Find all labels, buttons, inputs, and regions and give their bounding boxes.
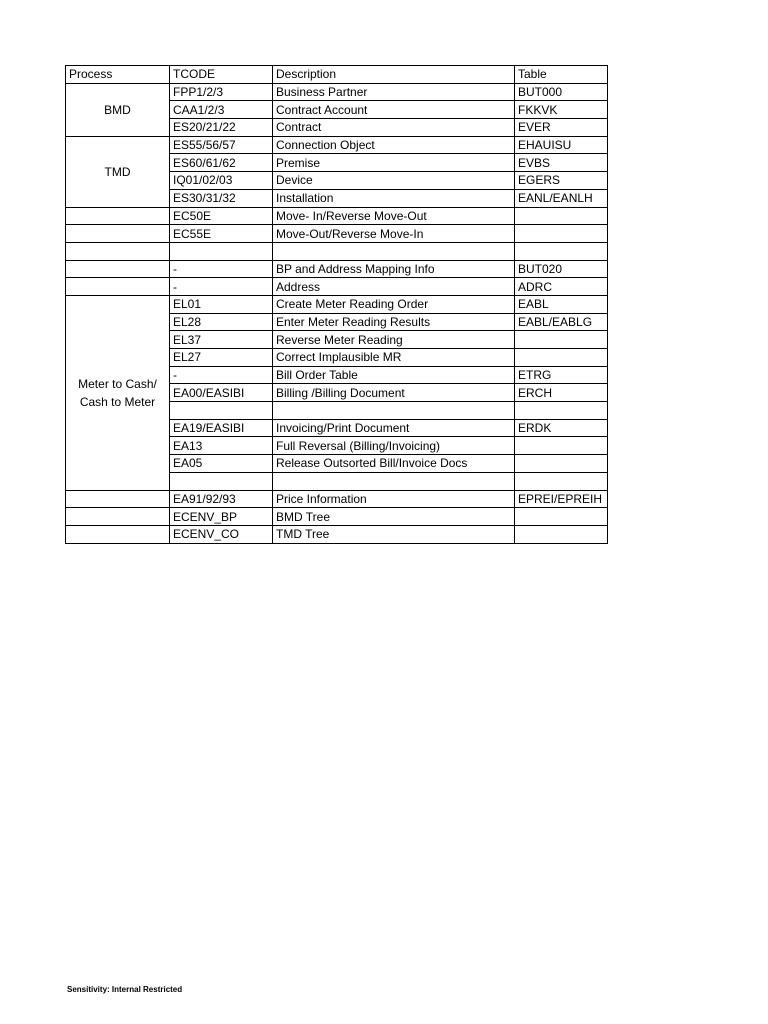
header-row <box>66 66 608 84</box>
description-cell: BP and Address Mapping Info <box>273 260 515 278</box>
tcode-cell: ES60/61/62 <box>170 154 273 172</box>
table-cell: EGERS <box>515 172 608 190</box>
header-process: Process <box>66 66 170 84</box>
header-tcode: TCODE <box>170 66 273 84</box>
tcode-cell: IQ01/02/03 <box>170 172 273 190</box>
description-cell: Release Outsorted Bill/Invoice Docs <box>273 455 515 473</box>
table-cell: EANL/EANLH <box>515 189 608 207</box>
process-label: Meter to Cash/ <box>78 376 157 391</box>
tcode-table <box>65 65 608 544</box>
tcode-cell: FPP1/2/3 <box>170 83 273 101</box>
table-cell: EABL <box>515 295 608 313</box>
tcode-cell: - <box>170 278 273 296</box>
tcode-cell: ES55/56/57 <box>170 136 273 154</box>
table-cell <box>515 225 608 243</box>
table-cell: BUT000 <box>515 83 608 101</box>
sensitivity-footer: Sensitivity: Internal Restricted <box>67 985 183 994</box>
table-cell <box>515 207 608 225</box>
description-cell: TMD Tree <box>273 525 515 543</box>
table-cell <box>515 437 608 455</box>
process-cell <box>66 490 170 508</box>
table-row <box>66 490 608 508</box>
tcode-cell <box>170 242 273 260</box>
process-cell <box>66 242 170 260</box>
table-cell <box>515 349 608 367</box>
tcode-cell: ECENV_CO <box>170 525 273 543</box>
table-row <box>66 525 608 543</box>
table-row <box>66 83 608 101</box>
tcode-cell: EL28 <box>170 313 273 331</box>
table-cell: EHAUISU <box>515 136 608 154</box>
table-cell: EPREI/EPREIH <box>515 490 608 508</box>
process-label: Cash to Meter <box>79 394 156 409</box>
table-cell <box>515 472 608 490</box>
description-cell: Contract <box>273 119 515 137</box>
table-cell <box>515 508 608 526</box>
table-cell <box>515 242 608 260</box>
process-label: TMD <box>104 164 131 179</box>
description-cell: Move-Out/Reverse Move-In <box>273 225 515 243</box>
description-cell: Address <box>273 278 515 296</box>
table-cell: ETRG <box>515 366 608 384</box>
description-cell: Correct Implausible MR <box>273 349 515 367</box>
process-cell <box>66 278 170 296</box>
tcode-cell: ECENV_BP <box>170 508 273 526</box>
tcode-cell: ES30/31/32 <box>170 189 273 207</box>
description-cell: Device <box>273 172 515 190</box>
tcode-cell: EL27 <box>170 349 273 367</box>
description-cell: Business Partner <box>273 83 515 101</box>
table-cell <box>515 525 608 543</box>
tcode-cell <box>170 402 273 420</box>
table-cell: FKKVK <box>515 101 608 119</box>
process-label: BMD <box>104 102 131 117</box>
table-cell <box>515 402 608 420</box>
table-row <box>66 242 608 260</box>
table-row <box>66 136 608 154</box>
description-cell <box>273 472 515 490</box>
tcode-cell: EC55E <box>170 225 273 243</box>
process-cell <box>66 260 170 278</box>
table-row <box>66 225 608 243</box>
table-row <box>66 295 608 313</box>
tcode-cell: - <box>170 260 273 278</box>
description-cell: Premise <box>273 154 515 172</box>
table-cell <box>515 455 608 473</box>
header-description: Description <box>273 66 515 84</box>
tcode-cell: EA05 <box>170 455 273 473</box>
table-cell: EVER <box>515 119 608 137</box>
tcode-cell: EA91/92/93 <box>170 490 273 508</box>
tcode-cell: ES20/21/22 <box>170 119 273 137</box>
description-cell: Contract Account <box>273 101 515 119</box>
tcode-cell: - <box>170 366 273 384</box>
tcode-cell: EA19/EASIBI <box>170 419 273 437</box>
tcode-cell: EA00/EASIBI <box>170 384 273 402</box>
table-cell: EABL/EABLG <box>515 313 608 331</box>
description-cell <box>273 402 515 420</box>
table-row <box>66 260 608 278</box>
process-cell <box>66 207 170 225</box>
description-cell: Bill Order Table <box>273 366 515 384</box>
description-cell: BMD Tree <box>273 508 515 526</box>
description-cell: Full Reversal (Billing/Invoicing) <box>273 437 515 455</box>
tcode-cell: EL37 <box>170 331 273 349</box>
description-cell: Installation <box>273 189 515 207</box>
process-cell <box>66 83 170 136</box>
description-cell: Billing /Billing Document <box>273 384 515 402</box>
description-cell: Move- In/Reverse Move-Out <box>273 207 515 225</box>
tcode-cell: EA13 <box>170 437 273 455</box>
description-cell <box>273 242 515 260</box>
process-cell <box>66 295 170 490</box>
description-cell: Connection Object <box>273 136 515 154</box>
description-cell: Invoicing/Print Document <box>273 419 515 437</box>
table-row <box>66 508 608 526</box>
table-row <box>66 207 608 225</box>
table-cell: ADRC <box>515 278 608 296</box>
tcode-cell: CAA1/2/3 <box>170 101 273 119</box>
process-cell <box>66 525 170 543</box>
process-cell <box>66 136 170 207</box>
process-cell <box>66 508 170 526</box>
header-table: Table <box>515 66 608 84</box>
description-cell: Create Meter Reading Order <box>273 295 515 313</box>
table-cell: ERCH <box>515 384 608 402</box>
description-cell: Price Information <box>273 490 515 508</box>
process-cell <box>66 225 170 243</box>
table-cell: BUT020 <box>515 260 608 278</box>
table-cell <box>515 331 608 349</box>
description-cell: Reverse Meter Reading <box>273 331 515 349</box>
table-row <box>66 278 608 296</box>
tcode-cell: EC50E <box>170 207 273 225</box>
table-cell: ERDK <box>515 419 608 437</box>
tcode-cell: EL01 <box>170 295 273 313</box>
tcode-cell <box>170 472 273 490</box>
table-cell: EVBS <box>515 154 608 172</box>
description-cell: Enter Meter Reading Results <box>273 313 515 331</box>
